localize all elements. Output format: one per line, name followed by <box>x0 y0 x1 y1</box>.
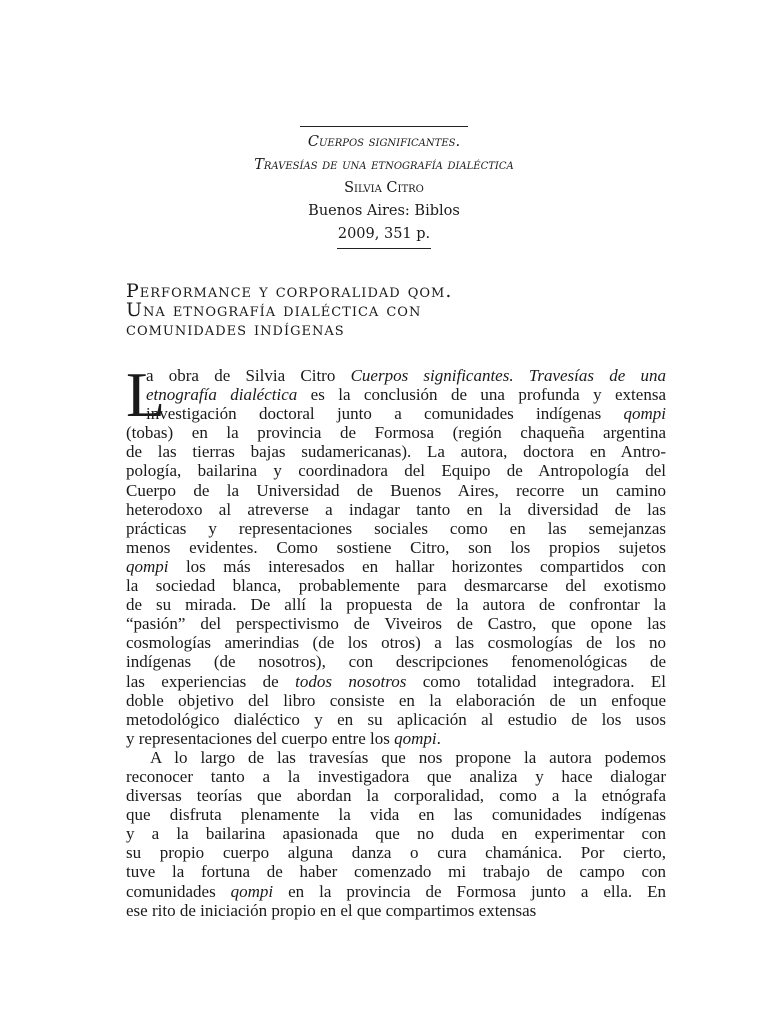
text-span: menos evidentes. Como sostiene Citro, son los propios sujetos <box>126 537 666 557</box>
text-span: (tobas) en la provincia de Formosa (región chaqueña argentina <box>126 423 666 443</box>
text-line <box>126 729 666 748</box>
text-span: prácticas y representaciones sociales como en las semejanzas <box>126 518 666 538</box>
text-line <box>126 652 666 671</box>
text-span: de las tierras bajas sudamericanas). La autora, doctora en Antro- <box>126 442 666 462</box>
text-span: en la provincia de Formosa junto a ella. En <box>273 881 666 901</box>
text-line <box>126 843 666 862</box>
text-span: comunidades <box>126 881 231 901</box>
text-span: a obra de Silvia Citro <box>146 366 351 385</box>
text-line <box>126 633 666 652</box>
italic-text: qompi <box>623 404 666 424</box>
text-span: diversas teorías que abordan la corporalidad, como a la etnógrafa <box>126 786 666 806</box>
text-span: las experiencias de <box>126 671 296 691</box>
text-line <box>126 862 666 881</box>
book-reference <box>0 126 768 249</box>
review-title-line: Una etnografía dialéctica con <box>126 299 422 321</box>
text-line <box>126 805 666 824</box>
text-span: ese rito de iniciación propio en el que compartimos extensas <box>126 900 537 920</box>
text-line <box>126 595 666 614</box>
text-line <box>126 882 666 901</box>
text-span: indígenas (de nosotros), con descripciones fenomenológicas de <box>126 652 666 672</box>
book-publisher: Buenos Aires: Biblos <box>308 203 460 219</box>
text-line <box>126 519 666 538</box>
text-line <box>126 385 666 404</box>
review-title-line: comunidades indígenas <box>126 318 345 340</box>
text-line <box>126 748 666 767</box>
review-title <box>126 282 666 339</box>
text-line <box>126 824 666 843</box>
book-title-line-2: Travesías de una etnografía dialéctica <box>254 157 514 173</box>
text-line <box>126 404 666 423</box>
review-title-line: Performance y corporalidad qom. <box>126 280 453 302</box>
text-span: Cuerpo de la Universidad de Buenos Aires, recorre un camino <box>126 480 666 500</box>
italic-text: qompi <box>126 556 169 576</box>
text-line <box>126 901 666 920</box>
text-line <box>126 423 666 442</box>
text-span: A lo largo de las travesías que nos propone la autora podemos <box>150 747 666 767</box>
text-line <box>126 614 666 633</box>
text-line <box>126 442 666 461</box>
book-year-pages: 2009, 351 p. <box>337 226 431 242</box>
text-line <box>126 500 666 519</box>
italic-text: qompi <box>394 728 437 748</box>
book-title-line-1: Cuerpos significantes. <box>307 134 461 150</box>
text-line <box>126 366 666 385</box>
drop-cap: L <box>126 368 166 426</box>
text-span: la sociedad blanca, probablemente para desmarcarse del exotismo <box>126 576 666 596</box>
text-span: investigación doctoral junto a comunidades indígenas <box>146 404 624 424</box>
paragraph-1-wrap <box>126 366 666 748</box>
text-span: metodológico dialéctico y en su aplicación al estudio de los usos <box>126 709 666 729</box>
text-span: cosmologías amerindias (de los otros) a las cosmologías de los no <box>126 633 666 653</box>
text-line <box>126 538 666 557</box>
text-span: “pasión” del perspectivismo de Viveiros de Castro, que opone las <box>126 614 666 634</box>
text-span: tuve la fortuna de haber comenzado mi trabajo de campo con <box>126 862 666 882</box>
text-line <box>126 461 666 480</box>
text-span: reconocer tanto a la investigadora que analiza y hace dialogar <box>126 766 666 786</box>
text-line <box>126 691 666 710</box>
italic-text: todos nosotros <box>295 671 407 691</box>
bottom-rule <box>337 248 431 249</box>
italic-text: qompi <box>230 881 274 901</box>
paragraph-1 <box>126 366 666 748</box>
book-author: Silvia Citro <box>344 180 424 196</box>
text-span: como totalidad integradora. El <box>406 671 666 691</box>
paragraph-2 <box>126 748 666 920</box>
text-line <box>126 786 666 805</box>
text-span: los más interesados en hallar horizontes compartidos con <box>168 556 666 576</box>
text-span: doble objetivo del libro consiste en la elaboración de un enfoque <box>126 690 666 710</box>
text-span: que disfruta plenamente la vida en las comunidades indígenas <box>126 805 666 825</box>
text-span: pología, bailarina y coordinadora del Equipo de Antropología del <box>126 461 666 481</box>
text-line <box>126 672 666 691</box>
text-line <box>126 767 666 786</box>
top-rule <box>300 126 468 127</box>
text-line <box>126 557 666 576</box>
text-span: . <box>436 728 441 748</box>
text-line <box>126 576 666 595</box>
text-line <box>126 481 666 500</box>
text-span: y a la bailarina apasionada que no duda en experimentar con <box>126 824 666 844</box>
text-span: heterodoxo al atreverse a indagar tanto en la diversidad de las <box>126 499 666 519</box>
review-body <box>126 366 666 920</box>
text-span: y representaciones del cuerpo entre los <box>126 728 395 748</box>
text-span: de su mirada. De allí la propuesta de la autora de confrontar la <box>126 595 666 615</box>
text-line <box>126 710 666 729</box>
text-span: su propio cuerpo alguna danza o cura chamánica. Por cierto, <box>126 843 666 863</box>
italic-text: Cuerpos significantes. Travesías de una <box>350 366 666 385</box>
italic-text: etnografía dialéctica <box>146 385 298 405</box>
text-span: es la conclusión de una profunda y extensa <box>297 385 666 405</box>
